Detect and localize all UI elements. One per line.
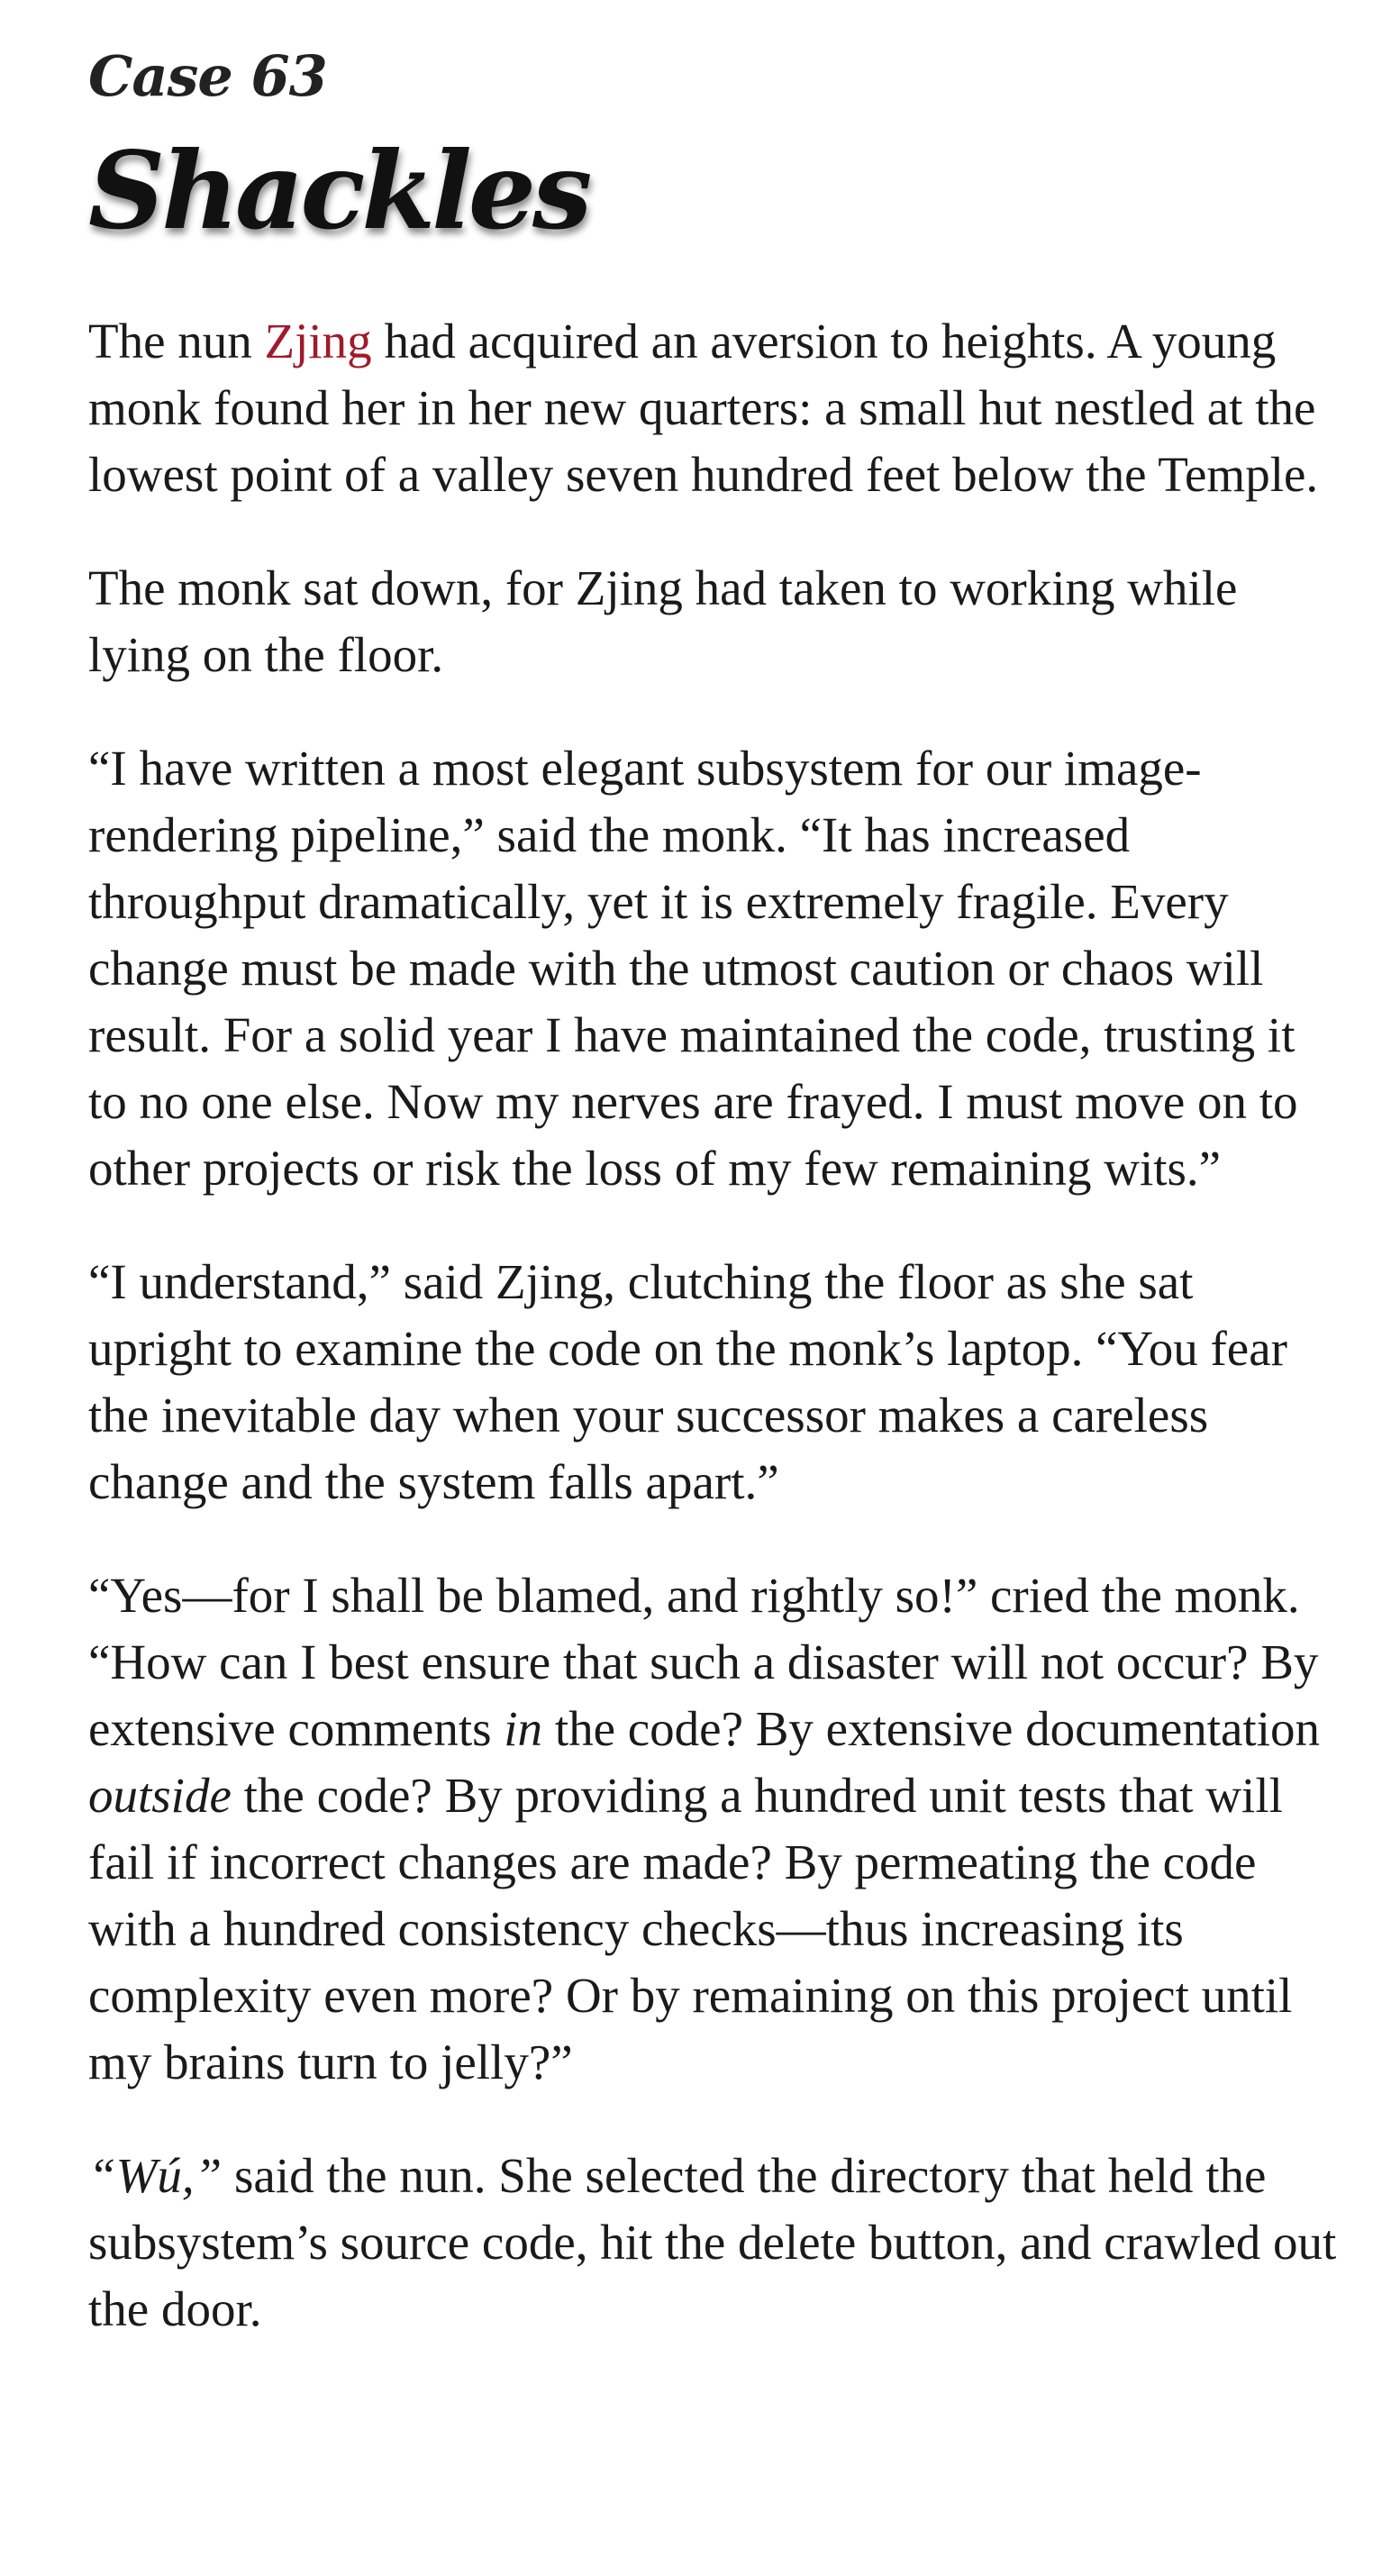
emphasis-wu: “Wú,” [88, 2148, 223, 2203]
paragraph-5 [88, 1562, 1341, 2096]
story-page [88, 36, 1341, 2389]
paragraph-5-part2: the code? By extensive documentation [542, 1701, 1320, 1756]
zjing-link[interactable]: Zjing [264, 314, 372, 369]
paragraph-4: “I understand,” said Zjing, clutching the floor as she sat upright to examine the code on the monk’s laptop. “You fear the inevitable day when your successor makes a careless change and the system falls apart.” [88, 1254, 1287, 1509]
case-title: Shackles [88, 128, 589, 253]
paragraph-3: “I have written a most elegant subsystem for our image-rendering pipeline,” said the monk. “It has increased throughput dramatically, yet it is extremely fragile. Every change must be made with the utmost caution or chaos will result. For a solid year I have maintained the code, trusting it to no one else. Now my nerves are frayed. I must move on to other projects or risk the loss of my few remaining wits.” [88, 741, 1298, 1196]
story-body [88, 308, 1341, 2343]
paragraph-2: The monk sat down, for Zjing had taken to working while lying on the floor. [88, 560, 1238, 682]
emphasis-outside: outside [88, 1768, 232, 1823]
paragraph-6-rest: said the nun. She selected the directory that held the subsystem’s source code, hit the delete button, and crawled out the door. [88, 2148, 1337, 2336]
paragraph-6 [88, 2143, 1341, 2343]
case-number: Case 63 [88, 43, 327, 109]
paragraph-1 [88, 308, 1341, 508]
paragraph-5-part3: the code? By providing a hundred unit tests that will fail if incorrect changes are made? By permeating the code with a hundred consistency checks—thus increasing its complexity even more? Or by remaining on this project until my brains turn to jelly?” [88, 1768, 1293, 2089]
paragraph-1-after: had acquired an aversion to heights. A young monk found her in her new quarters: a small hut nestled at the lowest point of a valley seven hundred feet below the Temple. [88, 314, 1319, 502]
emphasis-in: in [504, 1701, 543, 1756]
paragraph-5-part1: “Yes—for I shall be blamed, and rightly so!” cried the monk. “How can I best ensure that such a disaster will not occur? By extensive comments [88, 1568, 1319, 1756]
paragraph-1-before: The nun [88, 314, 265, 369]
